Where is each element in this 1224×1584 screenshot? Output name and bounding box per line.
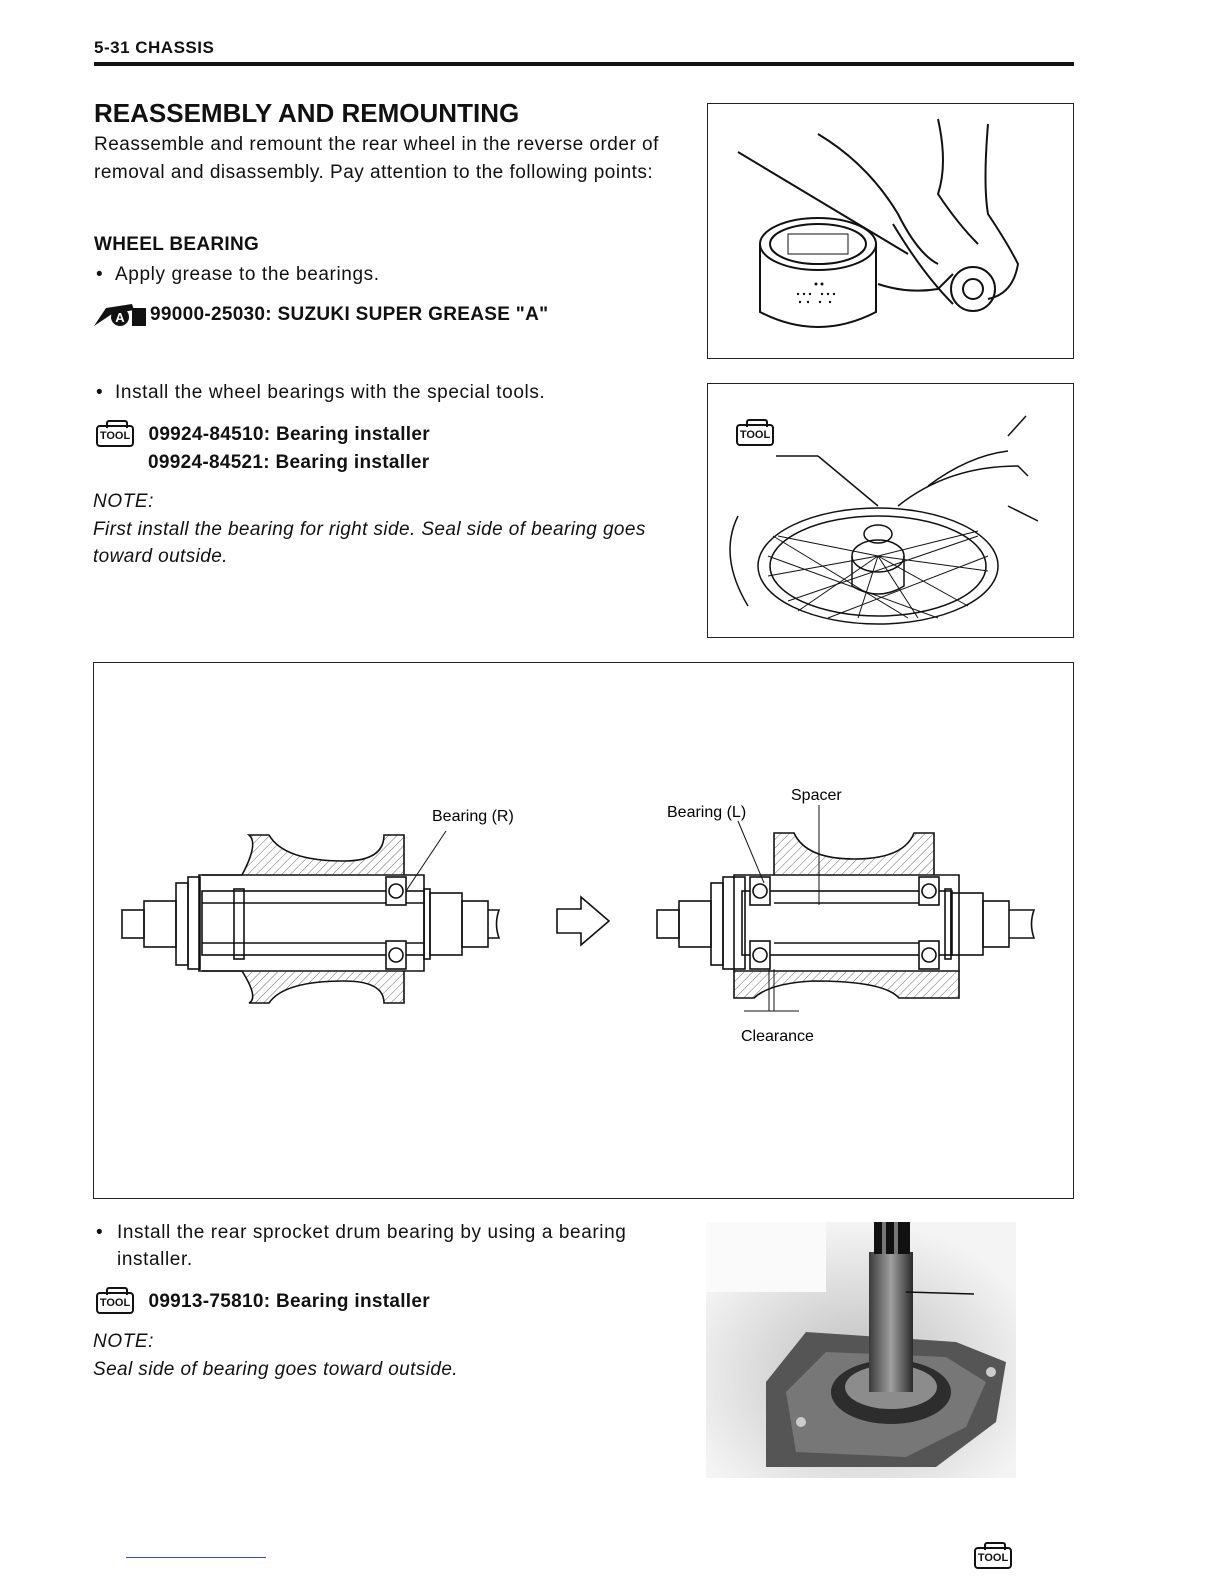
section-title: REASSEMBLY AND REMOUNTING [94,98,520,128]
grease-icon-letter: A [115,310,125,325]
note-text: Seal side of bearing goes toward outside. [93,1359,458,1380]
bullet-apply-grease [96,261,380,288]
note-label: NOTE: [93,1331,155,1352]
page-header: 5-31 CHASSIS [94,38,215,57]
tool-icon: TOOL [96,425,134,447]
bullet-dot: • [96,382,104,403]
bullet-dot: • [96,1222,104,1243]
tool-spec-row-3 [96,1291,430,1314]
tool-spec-1: 09924-84510: Bearing installer [148,424,430,445]
clearance-label: Clearance [741,1028,814,1045]
bullet-text: Install the wheel bearings with the special tools. [115,382,546,403]
hub-diagram-svg [94,663,1072,1197]
bearing-r-label: Bearing (R) [432,808,514,825]
tool-icon: TOOL [736,424,774,446]
tool-icon: TOOL [96,1292,134,1314]
bearing-l-label: Bearing (L) [667,804,747,821]
hub-cross-section-diagram [93,662,1074,1199]
sprocket-drum-illustration [706,1222,1016,1478]
wheel-bearing-heading: WHEEL BEARING [94,234,260,255]
bullet-dot: • [96,264,104,285]
intro-paragraph: Reassemble and remount the rear wheel in the reverse order of removal and disassembly. Pay attention to the following points: [94,134,659,183]
right-hub-drawing [657,805,1034,1011]
grease-spec: 99000-25030: SUZUKI SUPER GREASE "A" [150,304,549,325]
sprocket-drum-photo [706,1222,1016,1564]
tool-spec-3: 09913-75810: Bearing installer [148,1291,430,1312]
bullet-text: Install the rear sprocket drum bearing by using a bearing installer. [117,1222,627,1270]
bullet-install-bearings [96,379,545,406]
bullet-sprocket-bearing [96,1219,686,1273]
grease-spec-row [92,302,548,328]
header-divider [94,62,1074,66]
grease-can-illustration [708,104,1072,356]
grease-icon [92,302,148,328]
tool-icon: TOOL [974,1547,1012,1569]
footer-line [126,1557,266,1558]
tool-spec-2: 09924-84521: Bearing installer [148,452,430,473]
tool-spec-row-1 [96,424,430,447]
bullet-text: Apply grease to the bearings. [115,264,380,285]
spacer-label: Spacer [791,787,842,804]
left-hub-drawing [122,831,499,1003]
grease-application-figure [707,103,1074,359]
wheel-bearing-install-figure [707,383,1074,638]
right-arrow-icon [557,897,609,945]
note-text: First install the bearing for right side. Seal side of bearing goes toward outside. [93,519,646,567]
note-label: NOTE: [93,491,155,512]
